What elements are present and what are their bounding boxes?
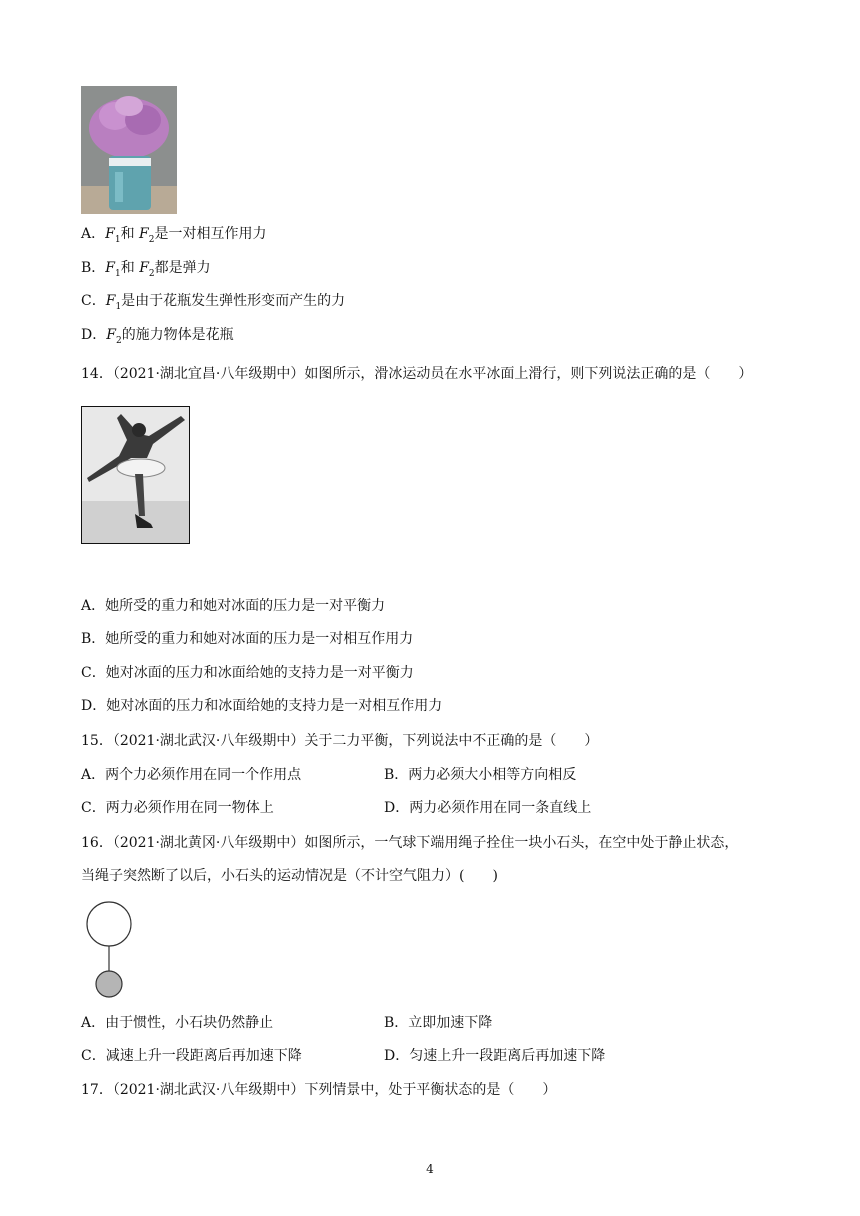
q15-option-a: A．两个力必须作用在同一个作用点 (81, 767, 302, 783)
figure-skater-photo (81, 406, 190, 544)
q16-stem-line2: 当绳子突然断了以后，小石头的运动情况是（不计空气阻力）( ) (81, 868, 498, 884)
q13-option-a: A．$F_1$和 $F_2$是一对相互作用力 (81, 226, 267, 245)
q14-stem: 14．（2021·湖北宜昌·八年级期中）如图所示，滑冰运动员在水平冰面上滑行，则下列说法正确的是（ ） (81, 366, 753, 382)
q13-option-d: D．$F_2$的施力物体是花瓶 (81, 327, 234, 346)
q17-stem: 17．（2021·湖北武汉·八年级期中）下列情景中，处于平衡状态的是（ ） (81, 1082, 557, 1098)
q16-option-d: D．匀速上升一段距离后再加速下降 (384, 1048, 606, 1064)
q15-option-d: D．两力必须作用在同一条直线上 (384, 800, 592, 816)
q14-option-a: A．她所受的重力和她对冰面的压力是一对平衡力 (81, 598, 386, 614)
q14-option-b: B．她所受的重力和她对冰面的压力是一对相互作用力 (81, 631, 414, 647)
q15-option-c: C．两力必须作用在同一物体上 (81, 800, 274, 816)
q15-stem: 15．（2021·湖北武汉·八年级期中）关于二力平衡，下列说法中不正确的是（ ） (81, 733, 599, 749)
page-number: 4 (426, 1162, 434, 1176)
q14-option-c: C．她对冰面的压力和冰面给她的支持力是一对平衡力 (81, 665, 414, 681)
q14-option-d: D．她对冰面的压力和冰面给她的支持力是一对相互作用力 (81, 698, 443, 714)
q13-option-b: B．$F_1$和 $F_2$都是弹力 (81, 260, 211, 279)
q16-stem-line1: 16．（2021·湖北黄冈·八年级期中）如图所示，一气球下端用绳子拴住一块小石头，在空中处于静止状态， (81, 835, 739, 851)
q13-option-c: C．$F_1$是由于花瓶发生弹性形变而产生的力 (81, 293, 346, 312)
q16-option-c: C．减速上升一段距离后再加速下降 (81, 1048, 302, 1064)
flower-vase-photo (81, 86, 177, 214)
q16-option-a: A．由于惯性，小石块仍然静止 (81, 1015, 274, 1031)
q15-option-b: B．两力必须大小相等方向相反 (384, 767, 577, 783)
q16-option-b: B．立即加速下降 (384, 1015, 493, 1031)
balloon-stone-diagram (84, 901, 136, 999)
